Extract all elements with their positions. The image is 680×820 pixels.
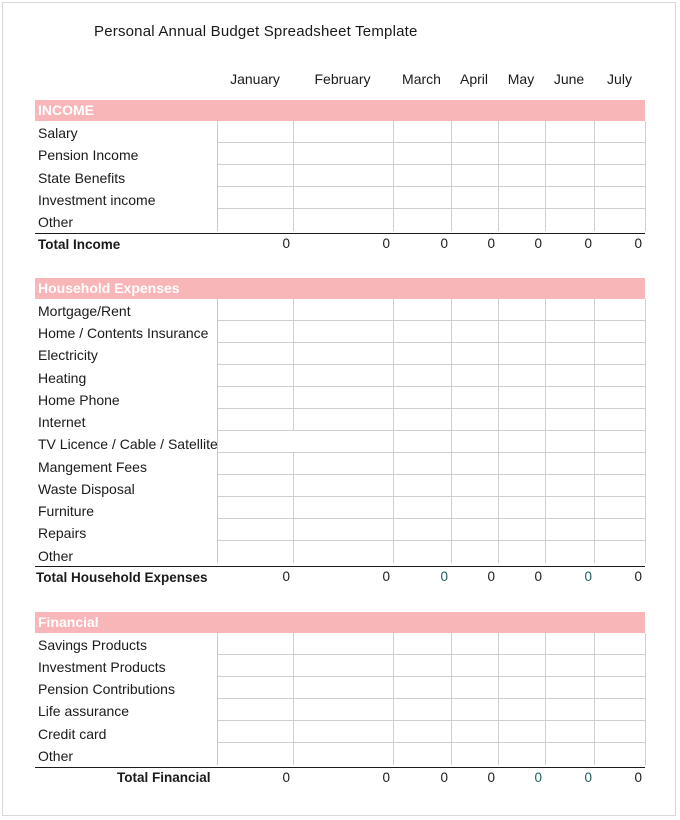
table-row [218, 165, 646, 187]
row-label-repairs: Repairs [38, 525, 87, 541]
total-financial-may: 0 [534, 770, 542, 785]
table-row [218, 409, 646, 431]
total-financial-april: 0 [487, 770, 495, 785]
row-label-credit-card: Credit card [38, 726, 107, 742]
row-label-heating: Heating [38, 370, 87, 386]
section-header-financial: Financial [35, 612, 645, 633]
total-income-february: 0 [382, 236, 390, 251]
total-income-label: Total Income [38, 237, 121, 252]
table-row [218, 655, 646, 677]
total-financial-july: 0 [634, 770, 642, 785]
total-household-march: 0 [440, 569, 448, 584]
total-income-june: 0 [584, 236, 592, 251]
row-label-home-contents-insurance: Home / Contents Insurance [38, 325, 209, 341]
month-header-may: May [507, 71, 535, 87]
total-income-january: 0 [282, 236, 290, 251]
table-row [218, 343, 646, 365]
row-label-pension-contributions: Pension Contributions [38, 681, 175, 697]
table-row [218, 743, 646, 765]
row-label-other: Other [38, 748, 74, 764]
total-household-february: 0 [382, 569, 390, 584]
table-row [218, 699, 646, 721]
total-income-july: 0 [634, 236, 642, 251]
total-income-may: 0 [534, 236, 542, 251]
month-header-june: June [553, 71, 585, 87]
table-row [218, 387, 646, 409]
section-header-household-expenses: Household Expenses [35, 278, 645, 299]
table-row [218, 431, 646, 453]
table-row [218, 321, 646, 343]
total-income-march: 0 [440, 236, 448, 251]
month-header-march: March [402, 71, 441, 87]
total-household-may: 0 [534, 569, 542, 584]
table-row [218, 541, 646, 563]
row-label-investment-income: Investment income [38, 192, 156, 208]
total-financial-june: 0 [584, 770, 592, 785]
table-row [218, 299, 646, 321]
total-household-january: 0 [282, 569, 290, 584]
row-label-electricity: Electricity [38, 347, 98, 363]
table-row [218, 453, 646, 475]
total-divider [35, 233, 645, 234]
row-label-salary: Salary [38, 125, 78, 141]
table-row [218, 143, 646, 165]
total-household-july: 0 [634, 569, 642, 584]
row-label-management-fees: Mangement Fees [38, 459, 147, 475]
table-row [218, 187, 646, 209]
month-header-february: February [314, 71, 371, 87]
table-row [218, 721, 646, 743]
row-label-state-benefits: State Benefits [38, 170, 126, 186]
table-row [218, 121, 646, 143]
table-row [218, 677, 646, 699]
table-row [218, 209, 646, 231]
row-label-furniture: Furniture [38, 503, 95, 519]
total-household-label: Total Household Expenses [36, 570, 208, 585]
row-label-savings-products: Savings Products [38, 637, 147, 653]
row-label-pension-income: Pension Income [38, 147, 139, 163]
table-row [218, 633, 646, 655]
row-label-life-assurance: Life assurance [38, 703, 130, 719]
month-header-july: July [607, 71, 632, 87]
financial-grid [217, 633, 646, 765]
table-row [218, 475, 646, 497]
page-title: Personal Annual Budget Spreadsheet Template [94, 23, 418, 40]
total-financial-label: Total Financial [117, 770, 211, 785]
total-household-april: 0 [487, 569, 495, 584]
household-grid [217, 299, 646, 563]
table-row [218, 497, 646, 519]
table-row [218, 365, 646, 387]
row-label-tv-licence: TV Licence / Cable / Satellite [38, 436, 218, 452]
row-label-mortgage-rent: Mortgage/Rent [38, 303, 131, 319]
total-financial-march: 0 [440, 770, 448, 785]
table-row [218, 519, 646, 541]
row-label-waste-disposal: Waste Disposal [38, 481, 135, 497]
row-label-other: Other [38, 214, 74, 230]
total-financial-january: 0 [282, 770, 290, 785]
total-household-june: 0 [584, 569, 592, 584]
section-header-income: INCOME [35, 100, 645, 121]
month-header-january: January [230, 71, 280, 87]
month-header-april: April [459, 71, 488, 87]
income-grid [217, 121, 646, 231]
row-label-internet: Internet [38, 414, 86, 430]
row-label-home-phone: Home Phone [38, 392, 120, 408]
total-income-april: 0 [487, 236, 495, 251]
row-label-other: Other [38, 548, 74, 564]
total-financial-february: 0 [382, 770, 390, 785]
row-label-investment-products: Investment Products [38, 659, 166, 675]
